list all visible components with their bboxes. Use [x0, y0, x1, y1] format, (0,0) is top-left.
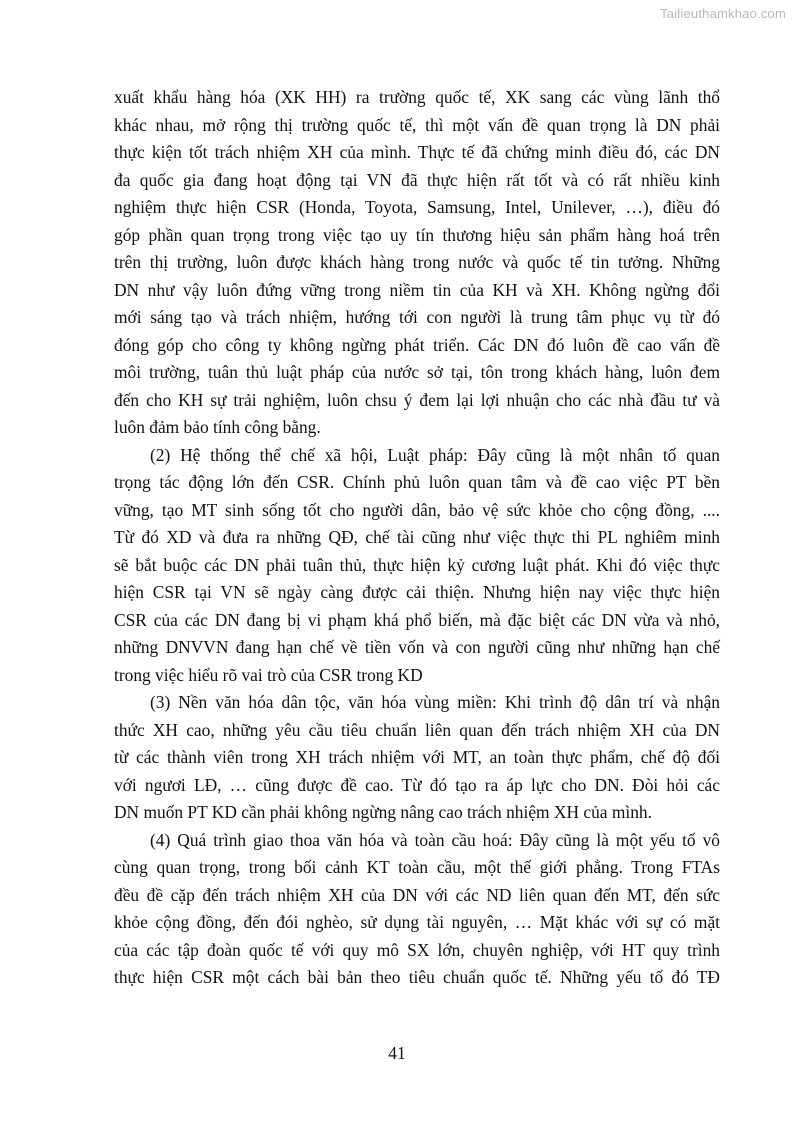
text-line: trong việc hiểu rõ vai trò của CSR trong KD	[114, 664, 423, 685]
text-line: hiện CSR tại VN sẽ ngày càng được cải thiện. Nhưng hiện nay việc thực hiện	[114, 582, 720, 602]
text-line: khác nhau, mở rộng thị trường quốc tế, thì một vấn đề quan trọng là DN phải	[114, 114, 720, 135]
text-line: sẽ bắt buộc các DN phải tuân thủ, thực hiện kỷ cương luật phát. Khi đó việc thực	[114, 554, 720, 575]
text-line: của các tập đoàn quốc tế với quy mô SX lớn, chuyên nghiệp, với HT quy trình	[114, 939, 720, 960]
text-line: (4) Quá trình giao thoa văn hóa và toàn cầu hoá: Đây cũng là một yếu tố vô	[150, 829, 720, 850]
text-line: DN muốn PT KD cần phải không ngừng nâng cao trách nhiệm XH của mình.	[114, 802, 652, 822]
text-line: thực kiện tốt trách nhiệm XH của mình. Thực tế đã chứng minh điều đó, các DN	[114, 142, 720, 162]
text-line: đóng góp cho công ty không ngừng phát triển. Các DN đó luôn đề cao vấn đề	[114, 334, 720, 355]
text-line: đa quốc gia đang hoạt động tại VN đã thực hiện rất tốt và có rất nhiều kinh	[114, 169, 720, 190]
text-line: thực hiện CSR một cách bài bản theo tiêu chuẩn quốc tế. Những yếu tố đó TĐ	[114, 967, 720, 987]
paragraph-4	[114, 827, 720, 992]
text-line: (2) Hệ thống thể chế xã hội, Luật pháp: Đây cũng là một nhân tố quan	[150, 444, 720, 465]
paragraph-1	[114, 84, 720, 442]
text-line: Từ đó XD và đưa ra những QĐ, chế tài cũng như việc thực thi PL nghiêm minh	[114, 527, 720, 547]
page-body	[114, 84, 720, 992]
text-line: nghiệm thực hiện CSR (Honda, Toyota, Samsung, Intel, Unilever, …), điều đó	[114, 197, 720, 217]
text-line: thức XH cao, những yêu cầu tiêu chuẩn liên quan đến trách nhiệm XH của DN	[114, 719, 720, 740]
text-line: những DNVVN đang hạn chế về tiền vốn và con người cũng như những hạn chế	[114, 637, 720, 657]
text-line: môi trường, tuân thủ luật pháp của nước sở tại, tôn trong khách hàng, luôn đem	[114, 362, 720, 382]
text-line: luôn đảm bảo tính công bằng.	[114, 417, 321, 437]
text-line: mới sáng tạo và trách nhiệm, hướng tới con người là trung tâm phục vụ từ đó	[114, 307, 720, 327]
text-line: xuất khẩu hàng hóa (XK HH) ra trường quốc tế, XK sang các vùng lãnh thổ	[114, 87, 720, 107]
page-number: 41	[388, 1043, 406, 1063]
text-line: DN như vậy luôn đứng vững trong niềm tin của KH và XH. Không ngừng đổi	[114, 279, 720, 300]
text-line: cùng quan trọng, trong bối cảnh KT toàn cầu, một thế giới phẳng. Trong FTAs	[114, 857, 720, 877]
text-line: góp phần quan trọng trong việc tạo uy tín thương hiệu sản phẩm hàng hoá trên	[114, 224, 720, 245]
text-line: đều đề cặp đến trách nhiệm XH của DN với các ND liên quan đến MT, đến sức	[114, 884, 720, 905]
text-line: từ các thành viên trong XH trách nhiệm với MT, an toàn thực phẩm, chế độ đối	[114, 747, 720, 767]
text-line: (3) Nền văn hóa dân tộc, văn hóa vùng miền: Khi trình độ dân trí và nhận	[150, 692, 720, 712]
text-line: trọng tác động lớn đến CSR. Chính phủ luôn quan tâm và đề cao việc PT bền	[114, 472, 720, 492]
text-line: trên thị trường, luôn được khách hàng trong nước và quốc tế tin tưởng. Những	[114, 252, 720, 272]
watermark: Tailieuthamkhao.com	[660, 6, 786, 21]
text-line: khỏe cộng đồng, đến đói nghèo, sử dụng tài nguyên, … Mặt khác với sự có mặt	[114, 912, 720, 932]
text-line: đến cho KH sự trải nghiệm, luôn chsu ý đem lại lợi nhuận cho các nhà đầu tư và	[114, 389, 720, 410]
text-line: với ngươi LĐ, … cũng được đề cao. Từ đó tạo ra áp lực cho DN. Đòi hỏi các	[114, 774, 720, 795]
paragraph-3	[114, 689, 720, 827]
text-line: vững, tạo MT sinh sống tốt cho người dân, bảo vệ sức khỏe cho cộng đồng, ....	[114, 499, 720, 520]
paragraph-2	[114, 442, 720, 690]
text-line: CSR của các DN đang bị vi phạm khá phổ biến, mà đặc biệt các DN vừa và nhỏ,	[114, 609, 720, 630]
